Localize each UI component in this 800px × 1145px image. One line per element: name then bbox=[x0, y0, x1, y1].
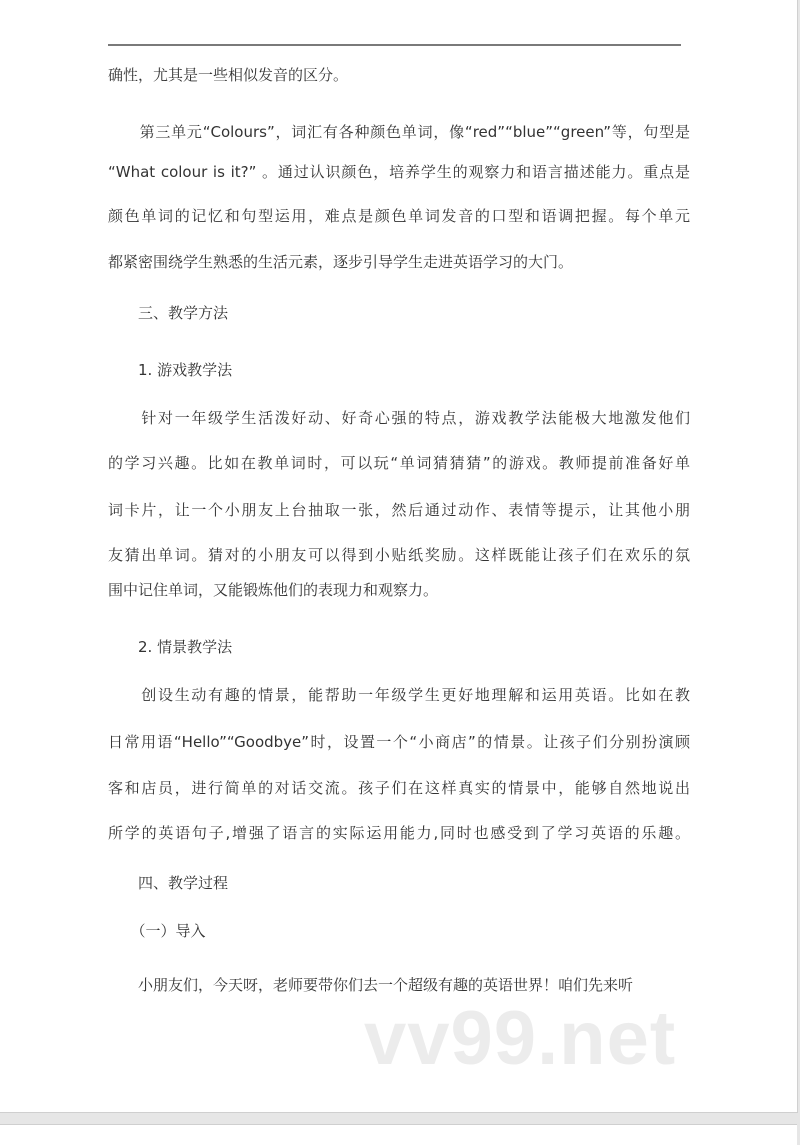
text-line: 小朋友们，今天呀，老师要带你们去一个超级有趣的英语世界！咱们先来听 bbox=[108, 976, 634, 994]
text-line: 第三单元“Colours”，词汇有各种颜色单词，像“red”“blue”“green”等，句型是 bbox=[108, 123, 690, 141]
text-line: 的学习兴趣。比如在教单词时，可以玩“单词猜猜猜”的游戏。教师提前准备好单 bbox=[108, 454, 690, 472]
subsection-heading: 1. 游戏教学法 bbox=[108, 361, 233, 379]
text-line: 日常用语“Hello”“Goodbye”时，设置一个“小商店”的情景。让孩子们分别扮演顾 bbox=[108, 733, 690, 751]
watermark: vv99.net bbox=[364, 996, 677, 1081]
text-line: 客和店员，进行简单的对话交流。孩子们在这样真实的情景中，能够自然地说出 bbox=[108, 779, 690, 797]
text-line: 创设生动有趣的情景，能帮助一年级学生更好地理解和运用英语。比如在教 bbox=[108, 686, 690, 704]
next-page bbox=[0, 1124, 797, 1145]
text-line: “What colour is it?” 。通过认识颜色，培养学生的观察力和语言描述能力。重点是 bbox=[108, 163, 690, 181]
subsection-heading: （一）导入 bbox=[108, 922, 206, 940]
text-line: 都紧密围绕学生熟悉的生活元素，逐步引导学生走进英语学习的大门。 bbox=[108, 253, 574, 271]
section-heading: 三、教学方法 bbox=[108, 304, 229, 322]
text-line: 友猜出单词。猜对的小朋友可以得到小贴纸奖励。这样既能让孩子们在欢乐的氛 bbox=[108, 546, 690, 564]
section-heading: 四、教学过程 bbox=[108, 874, 229, 892]
text-line: 确性，尤其是一些相似发音的区分。 bbox=[108, 66, 349, 84]
text-line: 颜色单词的记忆和句型运用，难点是颜色单词发音的口型和语调把握。每个单元 bbox=[108, 207, 690, 225]
text-line: 所学的英语句子,增强了语言的实际运用能力,同时也感受到了学习英语的乐趣。 bbox=[108, 824, 690, 842]
text-line: 围中记住单词，又能锻炼他们的表现力和观察力。 bbox=[108, 581, 439, 599]
text-line: 针对一年级学生活泼好动、好奇心强的特点，游戏教学法能极大地激发他们 bbox=[108, 409, 690, 427]
header-rule bbox=[108, 44, 681, 46]
text-line: 词卡片，让一个小朋友上台抽取一张，然后通过动作、表情等提示，让其他小朋 bbox=[108, 501, 690, 519]
subsection-heading: 2. 情景教学法 bbox=[108, 638, 233, 656]
